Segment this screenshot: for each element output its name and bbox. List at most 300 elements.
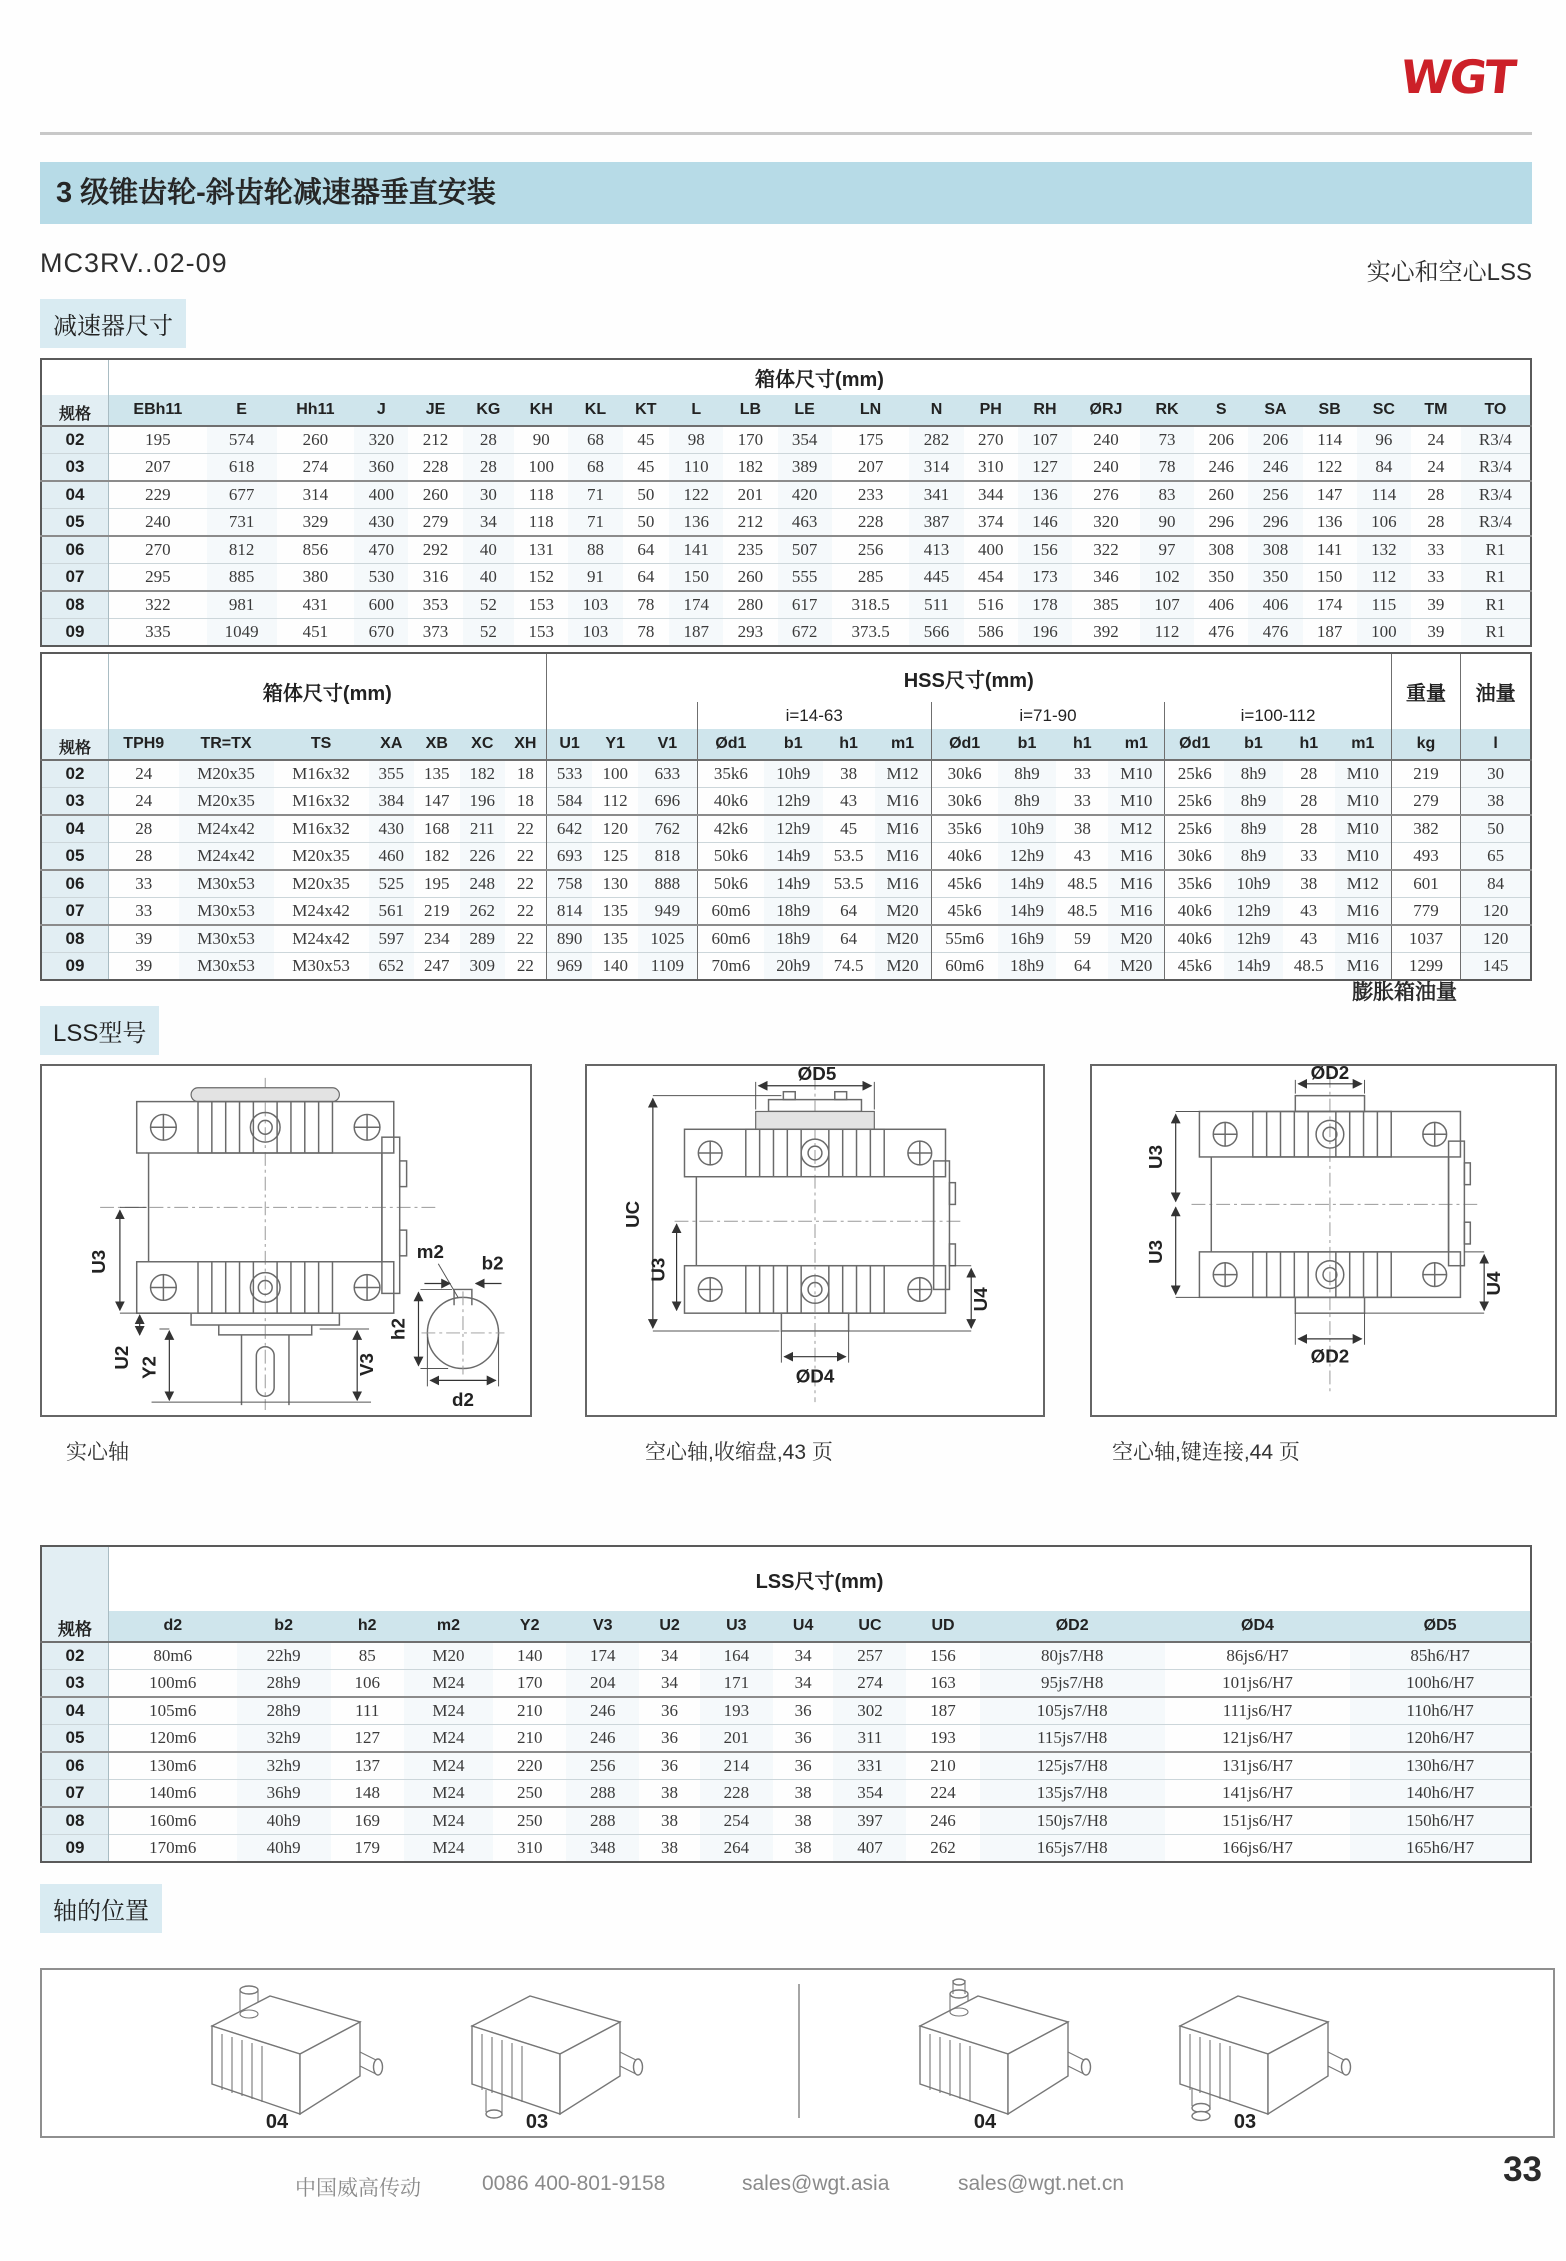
table-cell: 341 (909, 481, 963, 509)
table-cell: M10 (1335, 815, 1391, 843)
hss-dimensions-table (40, 652, 1532, 981)
table-cell: 322 (1093, 540, 1119, 559)
spec-cell: 06 (41, 1752, 109, 1780)
table-cell: 600 (354, 591, 408, 619)
table-cell: M16 (875, 788, 931, 816)
table-row (41, 1780, 1531, 1808)
table-cell: 445 (909, 564, 963, 592)
table-cell: 40 (463, 564, 514, 592)
table-cell: 40k6 (697, 788, 764, 816)
table-row (41, 815, 1531, 843)
table-cell: 40k6 (1165, 898, 1224, 926)
table-cell: 32h9 (237, 1752, 331, 1780)
table-cell: M16 (1335, 925, 1391, 953)
table-cell: 12h9 (764, 788, 823, 816)
table-cell: 196 (1018, 619, 1072, 647)
table-cell: R1 (1461, 536, 1531, 564)
table-cell: 8h9 (1224, 815, 1283, 843)
table-cell: 64 (1073, 956, 1091, 975)
table-cell: 86js6/H7 (1226, 1646, 1289, 1665)
table-cell: 71 (568, 509, 622, 537)
table-cell: 220 (516, 1756, 543, 1775)
table-cell: 20h9 (764, 953, 823, 981)
table-cell: 14h9 (764, 870, 823, 898)
drawing-hollow-keyed (1090, 1064, 1557, 1417)
caption-keyed-shaft: 空心轴,键连接,44 页 (1112, 1441, 1300, 1464)
table-cell: 212 (422, 430, 449, 449)
spec-cell: 07 (41, 898, 109, 926)
table-cell: 210 (930, 1756, 956, 1775)
table-cell: 127 (354, 1728, 380, 1747)
table-cell: 885 (207, 564, 277, 592)
table-cell: 115js7/H8 (980, 1725, 1165, 1753)
column-header: KH (514, 395, 568, 426)
table-cell: 463 (778, 509, 832, 537)
table-cell: 48.5 (1067, 901, 1098, 920)
table-cell: M20 (404, 1642, 493, 1670)
table-cell: 384 (369, 788, 414, 816)
table-row (41, 509, 1531, 537)
table-cell: 141 (1316, 540, 1343, 559)
column-header: l (1461, 729, 1531, 760)
table-cell: 24 (135, 791, 153, 810)
table-cell: 16h9 (998, 925, 1057, 953)
table-cell: 280 (737, 595, 764, 614)
table-cell: 360 (354, 454, 408, 482)
table-cell: 100 (528, 457, 554, 476)
table-cell: 174 (1316, 595, 1343, 614)
table-cell: 114 (1357, 481, 1411, 509)
table-cell: 329 (302, 512, 329, 531)
table-cell: 33 (135, 901, 153, 920)
table-cell: M24 (404, 1807, 493, 1835)
table-cell: 228 (700, 1780, 773, 1808)
spec-cell: 02 (41, 1642, 109, 1670)
table-cell: M16 (1108, 843, 1164, 871)
brand-logo: WGT (1398, 50, 1517, 104)
table-cell: 282 (909, 426, 963, 454)
column-header: KG (463, 395, 514, 426)
table-cell: 240 (1093, 430, 1119, 449)
footer-phone: 0086 400-801-9158 (482, 2172, 666, 2195)
housing-dimensions-table-wrap (40, 358, 1532, 647)
table-cell: 33 (1300, 846, 1318, 865)
table-cell: 78 (637, 595, 655, 614)
table-row (41, 1697, 1531, 1725)
table-cell: 555 (778, 564, 832, 592)
table-cell: 38 (1300, 874, 1318, 893)
table-cell: 392 (1093, 622, 1119, 641)
table-cell: 22 (516, 819, 534, 838)
table-cell: 60m6 (931, 953, 998, 981)
table-cell: 397 (833, 1807, 906, 1835)
table-cell: 530 (354, 564, 408, 592)
table-cell: 50 (637, 485, 655, 504)
table-cell: 131js6/H7 (1222, 1756, 1293, 1775)
table-cell: 470 (354, 536, 408, 564)
table-cell: 451 (302, 622, 329, 641)
table-cell: 262 (460, 898, 505, 926)
column-header: Ød1 (697, 729, 764, 760)
spec-cell: 02 (41, 760, 109, 788)
table-cell: 118 (528, 485, 554, 504)
table-cell: 38 (840, 764, 858, 783)
table-cell: 246 (566, 1725, 639, 1753)
column-header: Y1 (592, 729, 637, 760)
table-cell: 45 (637, 457, 655, 476)
column-header: TS (274, 729, 369, 760)
table-cell: 322 (145, 595, 171, 614)
column-header: SA (1248, 395, 1302, 426)
page-number: 33 (1503, 2150, 1542, 2189)
table-cell: 84 (1461, 870, 1531, 898)
table-cell: M16 (875, 815, 931, 843)
table-cell: 12h9 (764, 815, 823, 843)
column-header: m1 (875, 729, 931, 760)
table-cell: 22 (516, 956, 534, 975)
column-header: E (207, 395, 277, 426)
ratio-group-1: i=14-63 (697, 702, 931, 729)
table-cell: 24 (1427, 457, 1445, 476)
table-cell: 53.5 (833, 846, 864, 865)
table-cell: 111js6/H7 (1222, 1701, 1293, 1720)
table-cell: 344 (977, 485, 1004, 504)
table-cell: 60m6 (697, 898, 764, 926)
position-label-2: 03 (525, 2111, 549, 2133)
uyv-spacer (546, 702, 697, 729)
table-cell: 38 (794, 1838, 812, 1857)
lss-type-label: LSS型号 (40, 1006, 159, 1055)
table-cell: 30 (463, 481, 514, 509)
table-cell: 210 (516, 1728, 543, 1747)
table-cell: 779 (1391, 898, 1460, 926)
table-cell: 380 (302, 567, 329, 586)
table-cell: 179 (354, 1838, 380, 1857)
table-cell: M24 (404, 1752, 493, 1780)
spec-cell: 09 (41, 953, 109, 981)
table-row (41, 426, 1531, 454)
table-cell: 279 (422, 512, 449, 531)
table-cell: 52 (463, 619, 514, 647)
table-cell: 584 (546, 788, 592, 816)
table-cell: 314 (909, 454, 963, 482)
table-cell: 476 (1248, 619, 1302, 647)
table-cell: 43 (840, 791, 858, 810)
table-cell: M16 (1108, 898, 1164, 926)
table-cell: 677 (207, 481, 277, 509)
table-cell: 981 (207, 591, 277, 619)
table-cell: 320 (354, 426, 408, 454)
table-cell: 120 (602, 819, 628, 838)
table-cell: 195 (145, 430, 171, 449)
table-cell: 240 (1093, 457, 1119, 476)
table-cell: 12h9 (1224, 925, 1283, 953)
table-cell: 196 (460, 788, 505, 816)
table-cell: 8h9 (1224, 788, 1283, 816)
table-cell: 136 (1018, 481, 1072, 509)
table-cell: 146 (1018, 509, 1072, 537)
column-header: SC (1357, 395, 1411, 426)
column-header: XA (369, 729, 414, 760)
dim-label-m2: m2 (416, 1240, 444, 1262)
table-cell: 34 (794, 1646, 812, 1665)
table-cell: M16 (875, 843, 931, 871)
table-cell: 633 (638, 760, 697, 788)
table-cell: 80js7/H8 (980, 1642, 1165, 1670)
table-cell: 130m6 (149, 1756, 197, 1775)
table-cell: 40h9 (237, 1807, 331, 1835)
table-cell: 141js6/H7 (1222, 1783, 1293, 1802)
table-cell: 30k6 (1165, 843, 1224, 871)
table-cell: 308 (1248, 536, 1302, 564)
table-cell: 10h9 (1224, 870, 1283, 898)
table-cell: 389 (778, 454, 832, 482)
table-cell: 214 (700, 1752, 773, 1780)
dim-label-u3: U3 (88, 1249, 110, 1274)
table-cell: 150js7/H8 (980, 1807, 1165, 1835)
table-cell: 219 (424, 901, 450, 920)
table-cell: 288 (566, 1807, 639, 1835)
table-cell: 229 (145, 485, 171, 504)
table-cell: 96 (1357, 426, 1411, 454)
table-row (41, 1725, 1531, 1753)
table-cell: M10 (1108, 760, 1164, 788)
table-row (41, 564, 1531, 592)
table-cell: 90 (532, 430, 550, 449)
table-cell: 18 (516, 791, 534, 810)
table-cell: 22 (516, 846, 534, 865)
footer-email-cn: sales@wgt.net.cn (958, 2172, 1125, 2195)
table-cell: 127 (1018, 454, 1072, 482)
table-cell: M16 (1335, 953, 1391, 981)
table-cell: 296 (1248, 509, 1302, 537)
table-cell: 136 (669, 509, 723, 537)
table-cell: 601 (1391, 870, 1460, 898)
column-header: TPH9 (109, 729, 179, 760)
table-cell: 210 (516, 1701, 543, 1720)
table-cell: 88 (568, 536, 622, 564)
spec-cell: 09 (41, 1835, 109, 1863)
table-cell: 308 (1208, 540, 1234, 559)
table-cell: M24x42 (179, 815, 274, 843)
table-cell: M16 (1335, 898, 1391, 926)
table-row (41, 788, 1531, 816)
lss-dimensions-table (40, 1545, 1532, 1863)
table-cell: 10h9 (764, 760, 823, 788)
table-cell: M24x42 (292, 901, 350, 920)
column-header: b1 (998, 729, 1057, 760)
table-cell: 33 (1073, 791, 1091, 810)
table-cell: M24 (404, 1725, 493, 1753)
table-cell: 28 (463, 426, 514, 454)
column-header: Ød1 (931, 729, 998, 760)
table-cell: 264 (700, 1835, 773, 1863)
table-cell: 14h9 (1224, 953, 1283, 981)
spec-cell: 03 (41, 788, 109, 816)
table-cell: 28 (1427, 485, 1445, 504)
table-cell: M20x35 (179, 788, 274, 816)
table-cell: 246 (566, 1697, 639, 1725)
table-cell: R1 (1461, 619, 1531, 647)
table-cell: M30x53 (179, 925, 274, 953)
table-cell: 311 (833, 1725, 906, 1753)
table-row (41, 454, 1531, 482)
column-header: TM (1411, 395, 1461, 426)
table-cell: 30k6 (931, 788, 998, 816)
table-cell: 354 (778, 426, 832, 454)
table-cell: 246 (930, 1811, 956, 1830)
table-cell: 38 (1461, 788, 1531, 816)
column-header: m1 (1108, 729, 1164, 760)
table-cell: 28 (1300, 764, 1318, 783)
table-cell: 131 (528, 540, 554, 559)
table-cell: 171 (700, 1670, 773, 1698)
table-cell: 105m6 (149, 1701, 197, 1720)
table-cell: 561 (369, 898, 414, 926)
table-cell: 170 (737, 430, 764, 449)
table-cell: 73 (1140, 426, 1194, 454)
table-cell: 112 (602, 791, 628, 810)
table-cell: 187 (1316, 622, 1343, 641)
table-cell: 296 (1208, 512, 1234, 531)
column-header: b1 (764, 729, 823, 760)
table-cell: 64 (840, 901, 858, 920)
table-cell: 35k6 (931, 815, 998, 843)
column-header: UC (833, 1611, 906, 1642)
table-cell: 387 (909, 509, 963, 537)
table-cell: 28 (1300, 819, 1318, 838)
table-cell: 45 (840, 819, 858, 838)
column-header: ØD2 (980, 1611, 1165, 1642)
hss-dimensions-table-wrap (40, 652, 1532, 981)
column-header: U1 (546, 729, 592, 760)
table-cell: 1037 (1391, 925, 1460, 953)
table-cell: 50k6 (697, 870, 764, 898)
ratio-group-3: i=100-112 (1165, 702, 1391, 729)
spec-cell: 05 (41, 509, 109, 537)
column-header: TR=TX (179, 729, 274, 760)
table-cell: 100m6 (149, 1673, 197, 1692)
table-cell: 248 (460, 870, 505, 898)
table-cell: 8h9 (1224, 760, 1283, 788)
table-cell: 48.5 (1293, 956, 1324, 975)
table-cell: M24 (404, 1670, 493, 1698)
table-cell: 270 (145, 540, 171, 559)
table-cell: 533 (546, 760, 592, 788)
table-cell: 246 (1208, 457, 1234, 476)
table-cell: M10 (1335, 760, 1391, 788)
table-cell: 14h9 (764, 843, 823, 871)
table-cell: 758 (546, 870, 592, 898)
table-cell: 276 (1093, 485, 1119, 504)
table-cell: 618 (207, 454, 277, 482)
column-header: N (909, 395, 963, 426)
table-cell: 350 (1208, 567, 1234, 586)
column-header: SB (1303, 395, 1357, 426)
caption-shrink-disk: 空心轴,收缩盘,43 页 (645, 1441, 833, 1464)
column-header: KT (623, 395, 670, 426)
position-label-3: 04 (973, 2111, 997, 2133)
table-cell: 50 (1461, 815, 1531, 843)
table-cell: M16x32 (292, 791, 350, 810)
table-cell: 34 (661, 1646, 679, 1665)
table-cell: 279 (1391, 788, 1460, 816)
drawing-solid-shaft (40, 1064, 532, 1417)
table-cell: 193 (700, 1697, 773, 1725)
table-cell: 43 (1073, 846, 1091, 865)
table-cell: 50 (637, 512, 655, 531)
table-cell: 164 (700, 1642, 773, 1670)
table-cell: 140m6 (149, 1783, 197, 1802)
table-cell: 731 (207, 509, 277, 537)
table-cell: M20 (875, 925, 931, 953)
column-header: b2 (237, 1611, 331, 1642)
table-cell: 78 (1140, 454, 1194, 482)
table-cell: M10 (1108, 788, 1164, 816)
ratio-group-2: i=71-90 (931, 702, 1165, 729)
table-cell: 385 (1093, 595, 1119, 614)
table-cell: M12 (1335, 870, 1391, 898)
table-cell: M30x53 (179, 898, 274, 926)
table-cell: 18 (516, 764, 534, 783)
table-cell: 949 (638, 898, 697, 926)
column-header: Ød1 (1165, 729, 1224, 760)
table-cell: 38 (794, 1783, 812, 1802)
table-cell: 150 (669, 564, 723, 592)
table-cell: 156 (930, 1646, 956, 1665)
table-cell: 355 (369, 760, 414, 788)
table-cell: 204 (566, 1670, 639, 1698)
column-header: LE (778, 395, 832, 426)
table-cell: 130 (602, 874, 628, 893)
table-cell: 173 (1018, 564, 1072, 592)
table-row (41, 843, 1531, 871)
table-cell: M12 (1108, 815, 1164, 843)
column-header: h1 (1056, 729, 1108, 760)
table-cell: 586 (977, 622, 1004, 641)
table-cell: 60m6 (697, 925, 764, 953)
table-cell: 43 (1300, 929, 1318, 948)
table-cell: 71 (568, 481, 622, 509)
column-header: S (1194, 395, 1248, 426)
table-cell: 175 (857, 430, 884, 449)
table-cell: 8h9 (998, 788, 1057, 816)
table-cell: 160m6 (149, 1811, 197, 1830)
spec-column-header: 规格 (41, 1546, 109, 1642)
table-cell: 292 (422, 540, 449, 559)
table-cell: 132 (1357, 536, 1411, 564)
table-cell: 235 (737, 540, 764, 559)
table-cell: 14h9 (998, 898, 1057, 926)
table-cell: M20 (1108, 953, 1164, 981)
table-row (41, 1670, 1531, 1698)
table-cell: 70m6 (697, 953, 764, 981)
table-row (41, 1642, 1531, 1670)
table-cell: 260 (737, 567, 764, 586)
table-cell: 187 (930, 1701, 956, 1720)
table-cell: 193 (930, 1728, 956, 1747)
table-cell: 140 (602, 956, 628, 975)
column-header: KL (568, 395, 622, 426)
table-cell: R3/4 (1461, 426, 1531, 454)
table-row (41, 1752, 1531, 1780)
table-cell: 33 (135, 874, 153, 893)
table-cell: 212 (737, 512, 764, 531)
column-header: Y2 (493, 1611, 566, 1642)
spec-column-header: 规格 (41, 395, 109, 426)
table-row (41, 1835, 1531, 1863)
table-cell: 890 (546, 925, 592, 953)
